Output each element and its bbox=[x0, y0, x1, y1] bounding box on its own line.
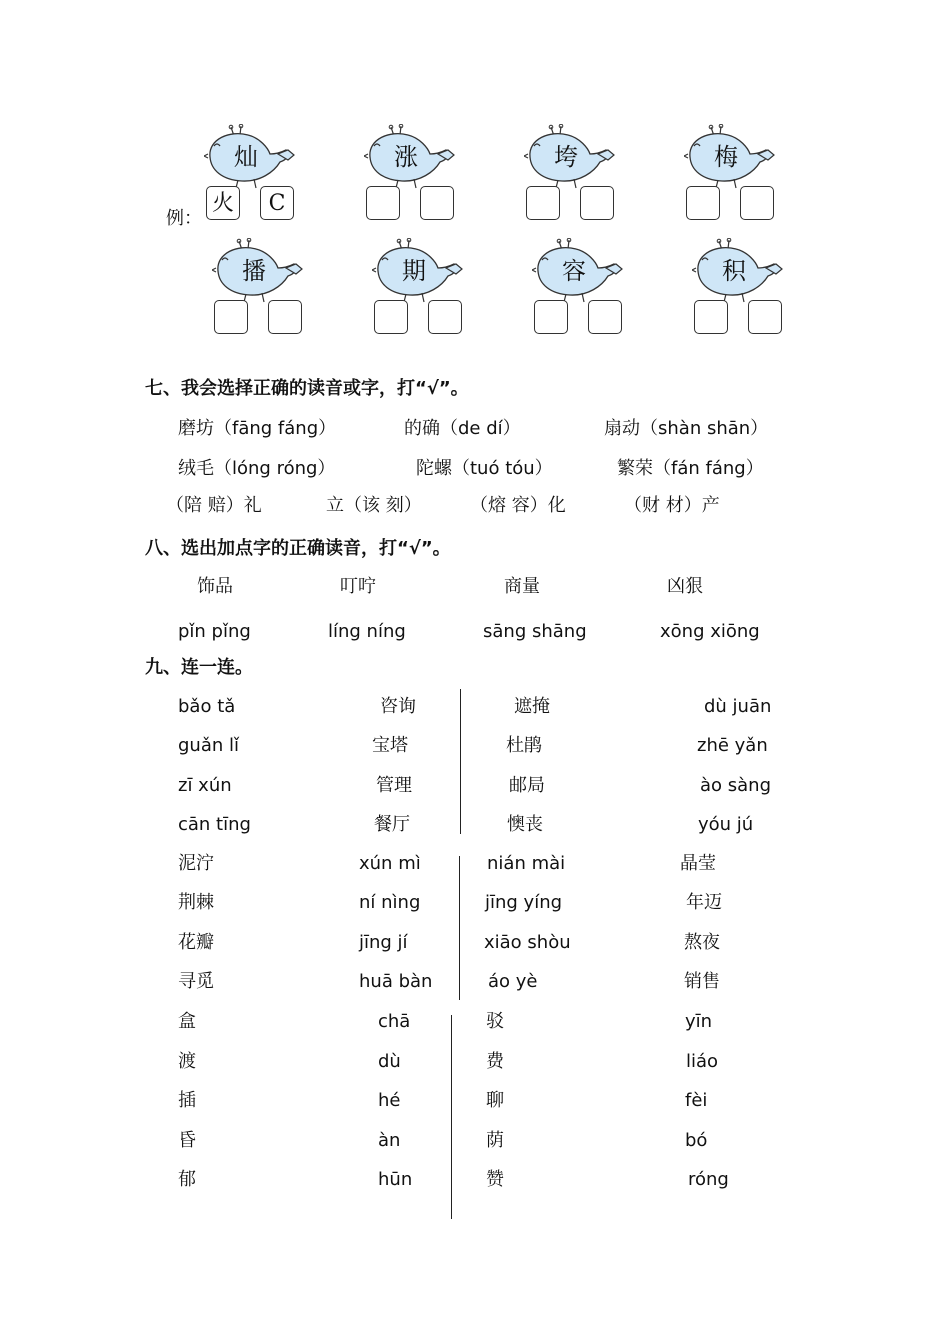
match-item[interactable]: guǎn lǐ bbox=[178, 735, 239, 757]
match-item[interactable]: 咨询 bbox=[380, 696, 416, 717]
divider-line bbox=[451, 1015, 452, 1219]
word: 商量 bbox=[504, 576, 540, 597]
choice-item[interactable]: 的确（de dí） bbox=[404, 418, 521, 439]
choice-item[interactable]: 立（该 刻） bbox=[326, 495, 422, 516]
bird-character: 梅 bbox=[714, 143, 738, 171]
match-item[interactable]: 年迈 bbox=[686, 892, 722, 914]
choice-item[interactable]: （财 材）产 bbox=[624, 495, 720, 516]
match-item[interactable]: bǎo tǎ bbox=[178, 696, 236, 717]
match-item[interactable]: jīng jí bbox=[359, 931, 408, 953]
match-item[interactable]: 宝塔 bbox=[372, 735, 408, 757]
match-item[interactable]: 邮局 bbox=[509, 774, 545, 796]
match-item[interactable]: fèi bbox=[685, 1090, 708, 1111]
radical-box[interactable] bbox=[374, 300, 408, 334]
radical-box[interactable] bbox=[214, 300, 248, 334]
match-item[interactable]: dù juān bbox=[704, 696, 772, 717]
bird-card bbox=[204, 124, 304, 190]
bird-character: 涨 bbox=[394, 143, 418, 171]
structure-box[interactable] bbox=[428, 300, 462, 334]
match-item[interactable]: 费 bbox=[486, 1050, 504, 1072]
structure-box[interactable] bbox=[740, 186, 774, 220]
match-item[interactable]: hé bbox=[378, 1090, 401, 1111]
structure-box[interactable] bbox=[580, 186, 614, 220]
match-item[interactable]: 盒 bbox=[178, 1011, 196, 1032]
radical-box[interactable] bbox=[366, 186, 400, 220]
bird-card bbox=[692, 238, 792, 304]
match-item[interactable]: 驳 bbox=[486, 1011, 504, 1032]
section-9-title: 九、连一连。 bbox=[145, 657, 253, 678]
match-item[interactable]: hūn bbox=[378, 1169, 413, 1190]
match-item[interactable]: 晶莹 bbox=[680, 853, 716, 874]
match-item[interactable]: 插 bbox=[178, 1090, 196, 1111]
match-item[interactable]: áo yè bbox=[488, 971, 538, 993]
choice-item[interactable]: 陀螺（tuó tóu） bbox=[416, 458, 553, 479]
match-item[interactable]: yóu jú bbox=[698, 814, 754, 836]
section-8-title: 八、选出加点字的正确读音，打“√”。 bbox=[145, 538, 451, 559]
divider-line bbox=[460, 689, 461, 834]
match-item[interactable]: 渡 bbox=[178, 1050, 196, 1072]
structure-box[interactable] bbox=[268, 300, 302, 334]
match-item[interactable]: 餐厅 bbox=[374, 814, 410, 836]
section-7-title: 七、我会选择正确的读音或字，打“√”。 bbox=[145, 378, 469, 399]
structure-box[interactable]: C bbox=[260, 186, 294, 220]
match-item[interactable]: 销售 bbox=[684, 971, 720, 993]
bird-character: 垮 bbox=[554, 143, 578, 171]
structure-box[interactable] bbox=[748, 300, 782, 334]
match-item[interactable]: dù bbox=[378, 1050, 401, 1072]
match-item[interactable]: zī xún bbox=[178, 774, 232, 796]
match-item[interactable]: 熬夜 bbox=[684, 931, 720, 953]
pinyin-choice[interactable]: líng níng bbox=[328, 621, 406, 642]
radical-box[interactable] bbox=[534, 300, 568, 334]
bird-character: 积 bbox=[722, 257, 746, 285]
match-item[interactable]: zhē yǎn bbox=[697, 735, 768, 757]
pinyin-choice[interactable]: pǐn pǐng bbox=[178, 621, 251, 642]
match-item[interactable]: 遮掩 bbox=[514, 696, 550, 717]
bird-character: 容 bbox=[562, 257, 586, 285]
bird-card bbox=[532, 238, 632, 304]
structure-box[interactable] bbox=[588, 300, 622, 334]
bird-card bbox=[372, 238, 472, 304]
bird-card bbox=[364, 124, 464, 190]
match-item[interactable]: 郁 bbox=[178, 1169, 196, 1190]
choice-item[interactable]: （熔 容）化 bbox=[470, 495, 566, 516]
bird-character: 灿 bbox=[234, 143, 258, 171]
radical-box[interactable] bbox=[686, 186, 720, 220]
match-item[interactable]: yīn bbox=[685, 1011, 713, 1032]
radical-box[interactable] bbox=[694, 300, 728, 334]
match-item[interactable]: róng bbox=[688, 1169, 729, 1190]
bird-character: 期 bbox=[402, 257, 426, 285]
bird-card bbox=[212, 238, 312, 304]
bird-card bbox=[684, 124, 784, 190]
match-item[interactable]: 管理 bbox=[376, 774, 412, 796]
bird-card bbox=[524, 124, 624, 190]
word: 叮咛 bbox=[340, 576, 376, 597]
choice-item[interactable]: 绒毛（lóng róng） bbox=[178, 458, 336, 479]
match-item[interactable]: 聊 bbox=[486, 1090, 504, 1111]
match-item[interactable]: 花瓣 bbox=[178, 931, 214, 953]
match-item[interactable]: 昏 bbox=[178, 1129, 196, 1151]
divider-line bbox=[459, 856, 460, 1000]
pinyin-choice[interactable]: xōng xiōng bbox=[660, 621, 760, 642]
match-item[interactable]: 懊丧 bbox=[507, 814, 543, 836]
structure-box[interactable] bbox=[420, 186, 454, 220]
match-item[interactable]: xún mì bbox=[359, 853, 421, 874]
radical-box[interactable]: 火 bbox=[206, 186, 240, 220]
match-item[interactable]: 泥泞 bbox=[178, 853, 214, 874]
choice-item[interactable]: 扇动（shàn shān） bbox=[604, 418, 769, 439]
match-item[interactable]: xiāo shòu bbox=[484, 931, 571, 953]
match-item[interactable]: 寻觅 bbox=[178, 971, 214, 993]
match-item[interactable]: cān tīng bbox=[178, 814, 251, 836]
match-item[interactable]: jīng yíng bbox=[485, 892, 563, 914]
match-item[interactable]: huā bàn bbox=[359, 971, 433, 993]
choice-item[interactable]: 繁荣（fán fáng） bbox=[617, 458, 764, 479]
word: 饰品 bbox=[197, 576, 233, 597]
match-item[interactable]: 荆棘 bbox=[178, 892, 214, 914]
match-item[interactable]: chā bbox=[378, 1011, 411, 1032]
match-item[interactable]: bó bbox=[685, 1129, 708, 1151]
match-item[interactable]: 赞 bbox=[486, 1169, 504, 1190]
match-item[interactable]: àn bbox=[378, 1129, 401, 1151]
match-item[interactable]: nián mài bbox=[487, 853, 566, 874]
choice-item[interactable]: 磨坊（fāng fáng） bbox=[178, 418, 337, 439]
match-item[interactable]: ní nìng bbox=[359, 892, 421, 914]
match-item[interactable]: liáo bbox=[686, 1050, 719, 1072]
choice-item[interactable]: （陪 赔）礼 bbox=[166, 495, 262, 516]
pinyin-choice[interactable]: sāng shāng bbox=[483, 621, 587, 642]
bird-character: 播 bbox=[242, 257, 266, 285]
match-item[interactable]: 荫 bbox=[486, 1129, 504, 1151]
word: 凶狠 bbox=[667, 576, 703, 597]
radical-box[interactable] bbox=[526, 186, 560, 220]
match-item[interactable]: 杜鹃 bbox=[506, 735, 542, 757]
match-item[interactable]: ào sàng bbox=[700, 774, 772, 796]
example-label: 例： bbox=[166, 208, 202, 229]
